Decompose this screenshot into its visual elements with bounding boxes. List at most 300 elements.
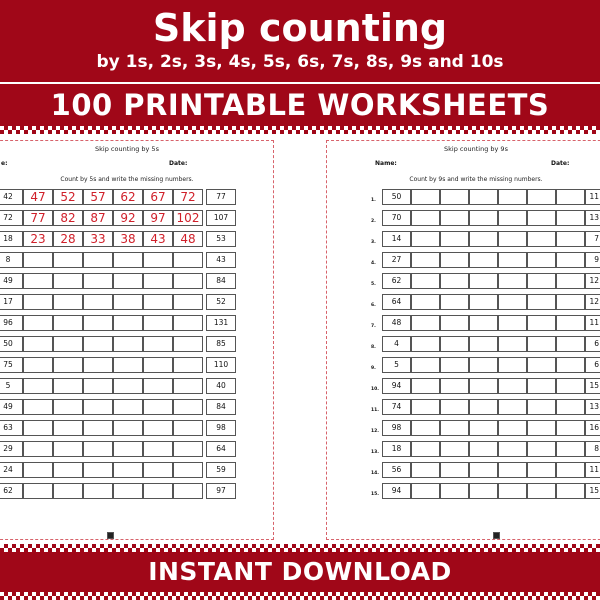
worksheet-row — [327, 315, 600, 331]
answer-cell — [556, 231, 585, 247]
title-banner — [0, 0, 600, 82]
answer-cell — [440, 483, 469, 499]
worksheet-row — [0, 462, 241, 478]
row-number: 12. — [371, 429, 379, 434]
start-number-cell: 94 — [382, 483, 411, 499]
start-number-cell: 17 — [0, 294, 23, 310]
answer-cell — [113, 357, 143, 373]
headline-banner — [0, 84, 600, 126]
answer-cell — [143, 399, 173, 415]
answer-cell — [440, 252, 469, 268]
answer-cell — [527, 252, 556, 268]
worksheet-row — [0, 483, 241, 499]
answer-cell — [440, 294, 469, 310]
answer-cell — [498, 294, 527, 310]
answer-cell: 48 — [173, 231, 203, 247]
answer-cell — [469, 294, 498, 310]
answer-cell: 77 — [23, 210, 53, 226]
end-number-cell: 107 — [206, 210, 236, 226]
answer-cell — [173, 441, 203, 457]
answer-cell — [113, 420, 143, 436]
answer-cell — [469, 336, 498, 352]
answer-cell — [527, 483, 556, 499]
end-number-cell: 52 — [206, 294, 236, 310]
end-number-cell: 12 — [585, 273, 600, 289]
answer-cell — [440, 273, 469, 289]
start-number-cell: 18 — [0, 231, 23, 247]
answer-cell — [23, 441, 53, 457]
worksheet-row — [327, 336, 600, 352]
answer-cell — [469, 357, 498, 373]
end-number-cell: 6 — [585, 336, 600, 352]
answer-cell — [143, 441, 173, 457]
row-number: 7. — [371, 324, 376, 329]
answer-cell — [173, 357, 203, 373]
answer-cell: 57 — [83, 189, 113, 205]
answer-cell — [143, 357, 173, 373]
start-number-cell: 50 — [0, 336, 23, 352]
end-number-cell: 11 — [585, 189, 600, 205]
name-label: Name: — [375, 160, 397, 167]
answer-cell — [173, 399, 203, 415]
start-number-cell: 29 — [0, 441, 23, 457]
start-number-cell: 62 — [382, 273, 411, 289]
answer-cell — [411, 378, 440, 394]
answer-cell: 43 — [143, 231, 173, 247]
date-label: Date: — [169, 160, 188, 167]
answer-cell — [440, 462, 469, 478]
answer-cell — [469, 315, 498, 331]
answer-cell — [53, 483, 83, 499]
answer-cell — [556, 273, 585, 289]
answer-cell — [53, 399, 83, 415]
answer-cell — [527, 294, 556, 310]
answer-cell — [556, 420, 585, 436]
answer-cell — [143, 420, 173, 436]
answer-cell — [411, 210, 440, 226]
answer-cell — [143, 273, 173, 289]
answer-cell — [469, 231, 498, 247]
start-number-cell: 70 — [382, 210, 411, 226]
row-number: 8. — [371, 345, 376, 350]
answer-cell — [498, 252, 527, 268]
answer-cell — [527, 315, 556, 331]
answer-cell — [556, 210, 585, 226]
answer-cell — [411, 441, 440, 457]
answer-cell — [113, 336, 143, 352]
answer-cell — [23, 252, 53, 268]
answer-cell — [411, 315, 440, 331]
start-number-cell: 5 — [0, 378, 23, 394]
answer-cell: 92 — [113, 210, 143, 226]
answer-cell — [83, 294, 113, 310]
start-number-cell: 4 — [382, 336, 411, 352]
worksheet-row — [327, 231, 600, 247]
answer-cell — [469, 189, 498, 205]
row-number: 11. — [371, 408, 379, 413]
answer-cell — [83, 273, 113, 289]
answer-cell — [469, 420, 498, 436]
answer-cell — [527, 441, 556, 457]
answer-cell — [113, 441, 143, 457]
worksheet-row — [327, 420, 600, 436]
answer-cell — [556, 441, 585, 457]
answer-cell — [53, 252, 83, 268]
answer-cell — [498, 210, 527, 226]
worksheet-row — [0, 210, 241, 226]
worksheet-row — [0, 336, 241, 352]
answer-cell — [527, 231, 556, 247]
row-number: 10. — [371, 387, 379, 392]
answer-cell — [556, 357, 585, 373]
start-number-cell: 74 — [382, 399, 411, 415]
answer-cell — [498, 483, 527, 499]
end-number-cell: 9 — [585, 252, 600, 268]
end-number-cell: 110 — [206, 357, 236, 373]
answer-cell — [173, 483, 203, 499]
row-number: 4. — [371, 261, 376, 266]
worksheet-instruction: Count by 5s and write the missing numbers. — [60, 176, 194, 183]
answer-cell — [23, 399, 53, 415]
answer-cell — [411, 483, 440, 499]
row-number: 5. — [371, 282, 376, 287]
end-number-cell: 53 — [206, 231, 236, 247]
answer-cell — [498, 462, 527, 478]
answer-cell — [113, 294, 143, 310]
worksheet-row — [0, 399, 241, 415]
answer-cell: 28 — [53, 231, 83, 247]
answer-cell — [498, 273, 527, 289]
end-number-cell: 16 — [585, 420, 600, 436]
start-number-cell: 49 — [0, 399, 23, 415]
checker-strip-top — [0, 126, 600, 134]
worksheet-preview-left — [0, 140, 274, 540]
answer-cell — [83, 357, 113, 373]
answer-cell — [440, 315, 469, 331]
start-number-cell: 18 — [382, 441, 411, 457]
answer-cell: 67 — [143, 189, 173, 205]
answer-cell — [23, 357, 53, 373]
answer-cell — [469, 252, 498, 268]
answer-cell: 23 — [23, 231, 53, 247]
start-number-cell: 24 — [0, 462, 23, 478]
worksheet-title: Skip counting by 9s — [444, 145, 508, 153]
worksheet-row — [327, 483, 600, 499]
answer-cell — [527, 399, 556, 415]
start-number-cell: 49 — [0, 273, 23, 289]
answer-cell — [556, 294, 585, 310]
answer-cell: 33 — [83, 231, 113, 247]
worksheet-row — [0, 441, 241, 457]
answer-cell — [498, 315, 527, 331]
answer-cell — [143, 462, 173, 478]
answer-cell: 38 — [113, 231, 143, 247]
end-number-cell: 11 — [585, 462, 600, 478]
answer-cell — [498, 399, 527, 415]
answer-cell — [527, 378, 556, 394]
answer-cell — [83, 315, 113, 331]
answer-cell: 52 — [53, 189, 83, 205]
answer-cell — [173, 336, 203, 352]
answer-cell — [83, 378, 113, 394]
answer-cell — [440, 420, 469, 436]
answer-cell — [143, 315, 173, 331]
checker-strip-footer — [0, 592, 600, 600]
answer-cell: 62 — [113, 189, 143, 205]
answer-cell — [440, 378, 469, 394]
start-number-cell: 72 — [0, 210, 23, 226]
answer-cell — [53, 420, 83, 436]
answer-cell — [498, 378, 527, 394]
answer-cell — [83, 420, 113, 436]
end-number-cell: 6 — [585, 357, 600, 373]
answer-cell — [53, 315, 83, 331]
answer-cell — [498, 231, 527, 247]
answer-cell: 72 — [173, 189, 203, 205]
answer-cell — [498, 357, 527, 373]
start-number-cell: 94 — [382, 378, 411, 394]
end-number-cell: 97 — [206, 483, 236, 499]
answer-cell — [173, 252, 203, 268]
start-number-cell: 62 — [0, 483, 23, 499]
answer-cell — [83, 399, 113, 415]
answer-cell — [83, 252, 113, 268]
worksheet-preview-right — [326, 140, 600, 540]
worksheet-row — [0, 252, 241, 268]
end-number-cell: 40 — [206, 378, 236, 394]
worksheet-row — [327, 462, 600, 478]
answer-cell: 97 — [143, 210, 173, 226]
name-label: e: — [1, 160, 8, 167]
start-number-cell: 5 — [382, 357, 411, 373]
answer-cell — [498, 189, 527, 205]
product-subtitle: by 1s, 2s, 3s, 4s, 5s, 6s, 7s, 8s, 9s and 10s — [96, 52, 504, 72]
answer-cell — [556, 483, 585, 499]
answer-cell — [411, 294, 440, 310]
end-number-cell: 8 — [585, 441, 600, 457]
answer-cell — [53, 336, 83, 352]
answer-cell — [411, 462, 440, 478]
answer-cell — [556, 336, 585, 352]
start-number-cell: 56 — [382, 462, 411, 478]
answer-cell — [411, 420, 440, 436]
download-banner — [0, 552, 600, 592]
worksheet-row — [327, 357, 600, 373]
answer-cell — [53, 357, 83, 373]
answer-cell — [23, 315, 53, 331]
answer-cell — [113, 483, 143, 499]
answer-cell — [527, 336, 556, 352]
answer-cell — [440, 357, 469, 373]
answer-cell — [440, 336, 469, 352]
worksheet-row — [327, 273, 600, 289]
answer-cell — [113, 399, 143, 415]
answer-cell — [143, 483, 173, 499]
end-number-cell: 98 — [206, 420, 236, 436]
end-number-cell: 59 — [206, 462, 236, 478]
end-number-cell: 131 — [206, 315, 236, 331]
answer-cell — [23, 336, 53, 352]
answer-cell — [527, 420, 556, 436]
answer-cell — [83, 462, 113, 478]
answer-cell — [143, 336, 173, 352]
answer-cell — [556, 252, 585, 268]
worksheet-row — [327, 252, 600, 268]
worksheet-row — [327, 378, 600, 394]
answer-cell — [556, 378, 585, 394]
answer-cell — [469, 399, 498, 415]
start-number-cell: 42 — [0, 189, 23, 205]
end-number-cell: 15 — [585, 483, 600, 499]
row-number: 2. — [371, 219, 376, 224]
answer-cell — [411, 399, 440, 415]
end-number-cell: 13 — [585, 399, 600, 415]
answer-cell — [53, 294, 83, 310]
worksheet-row — [327, 399, 600, 415]
answer-cell — [527, 357, 556, 373]
end-number-cell: 43 — [206, 252, 236, 268]
worksheet-title: Skip counting by 5s — [95, 145, 159, 153]
start-number-cell: 8 — [0, 252, 23, 268]
worksheet-row — [0, 189, 241, 205]
checker-strip-bottom — [0, 544, 600, 552]
answer-cell — [113, 273, 143, 289]
answer-cell — [113, 315, 143, 331]
end-number-cell: 13 — [585, 210, 600, 226]
end-number-cell: 7 — [585, 231, 600, 247]
date-label: Date: — [551, 160, 570, 167]
answer-cell — [23, 420, 53, 436]
answer-cell — [440, 231, 469, 247]
answer-cell — [113, 252, 143, 268]
start-number-cell: 64 — [382, 294, 411, 310]
answer-cell — [469, 462, 498, 478]
answer-cell: 102 — [173, 210, 203, 226]
answer-cell — [556, 399, 585, 415]
answer-cell — [469, 273, 498, 289]
answer-cell — [143, 294, 173, 310]
row-number: 6. — [371, 303, 376, 308]
answer-cell — [173, 378, 203, 394]
answer-cell — [23, 483, 53, 499]
answer-cell — [527, 462, 556, 478]
answer-cell — [411, 273, 440, 289]
start-number-cell: 63 — [0, 420, 23, 436]
qr-code-icon — [493, 532, 500, 539]
answer-cell — [469, 441, 498, 457]
answer-cell — [23, 462, 53, 478]
start-number-cell: 98 — [382, 420, 411, 436]
worksheet-row — [0, 273, 241, 289]
product-title: Skip counting — [152, 6, 448, 50]
answer-cell — [411, 189, 440, 205]
end-number-cell: 84 — [206, 273, 236, 289]
answer-cell — [23, 294, 53, 310]
answer-cell — [527, 189, 556, 205]
end-number-cell: 12 — [585, 294, 600, 310]
answer-cell — [411, 231, 440, 247]
start-number-cell: 96 — [0, 315, 23, 331]
answer-cell — [440, 210, 469, 226]
end-number-cell: 84 — [206, 399, 236, 415]
row-number: 15. — [371, 492, 379, 497]
answer-cell — [173, 420, 203, 436]
end-number-cell: 85 — [206, 336, 236, 352]
qr-code-icon — [107, 532, 114, 539]
answer-cell: 82 — [53, 210, 83, 226]
end-number-cell: 64 — [206, 441, 236, 457]
worksheet-row — [0, 420, 241, 436]
row-number: 9. — [371, 366, 376, 371]
answer-cell — [411, 336, 440, 352]
download-text: INSTANT DOWNLOAD — [148, 557, 452, 586]
answer-cell — [53, 378, 83, 394]
answer-cell — [143, 378, 173, 394]
start-number-cell: 75 — [0, 357, 23, 373]
worksheet-row — [327, 441, 600, 457]
answer-cell — [498, 420, 527, 436]
answer-cell — [83, 483, 113, 499]
answer-cell — [411, 357, 440, 373]
row-number: 13. — [371, 450, 379, 455]
answer-cell: 47 — [23, 189, 53, 205]
end-number-cell: 15 — [585, 378, 600, 394]
worksheet-instruction: Count by 9s and write the missing numbers. — [409, 176, 543, 183]
answer-cell — [469, 378, 498, 394]
worksheet-row — [0, 378, 241, 394]
answer-cell — [498, 441, 527, 457]
answer-cell — [527, 210, 556, 226]
worksheet-row — [327, 189, 600, 205]
row-number: 3. — [371, 240, 376, 245]
answer-cell — [411, 252, 440, 268]
answer-cell — [556, 315, 585, 331]
answer-cell — [83, 441, 113, 457]
answer-cell — [469, 210, 498, 226]
answer-cell — [556, 189, 585, 205]
answer-cell — [53, 273, 83, 289]
start-number-cell: 27 — [382, 252, 411, 268]
row-number: 1. — [371, 198, 376, 203]
end-number-cell: 77 — [206, 189, 236, 205]
answer-cell — [23, 273, 53, 289]
worksheet-row — [0, 315, 241, 331]
row-number: 14. — [371, 471, 379, 476]
answer-cell — [440, 189, 469, 205]
worksheet-row — [0, 294, 241, 310]
worksheet-row — [0, 357, 241, 373]
answer-cell — [53, 462, 83, 478]
answer-cell — [440, 441, 469, 457]
answer-cell — [556, 462, 585, 478]
answer-cell — [498, 336, 527, 352]
answer-cell — [527, 273, 556, 289]
worksheet-row — [0, 231, 241, 247]
answer-cell — [440, 399, 469, 415]
answer-cell — [173, 462, 203, 478]
answer-cell — [469, 483, 498, 499]
start-number-cell: 50 — [382, 189, 411, 205]
answer-cell — [113, 378, 143, 394]
answer-cell — [83, 336, 113, 352]
answer-cell — [113, 462, 143, 478]
worksheet-row — [327, 294, 600, 310]
headline-text: 100 PRINTABLE WORKSHEETS — [50, 88, 550, 122]
answer-cell — [173, 315, 203, 331]
answer-cell — [173, 294, 203, 310]
worksheet-row — [327, 210, 600, 226]
end-number-cell: 11 — [585, 315, 600, 331]
